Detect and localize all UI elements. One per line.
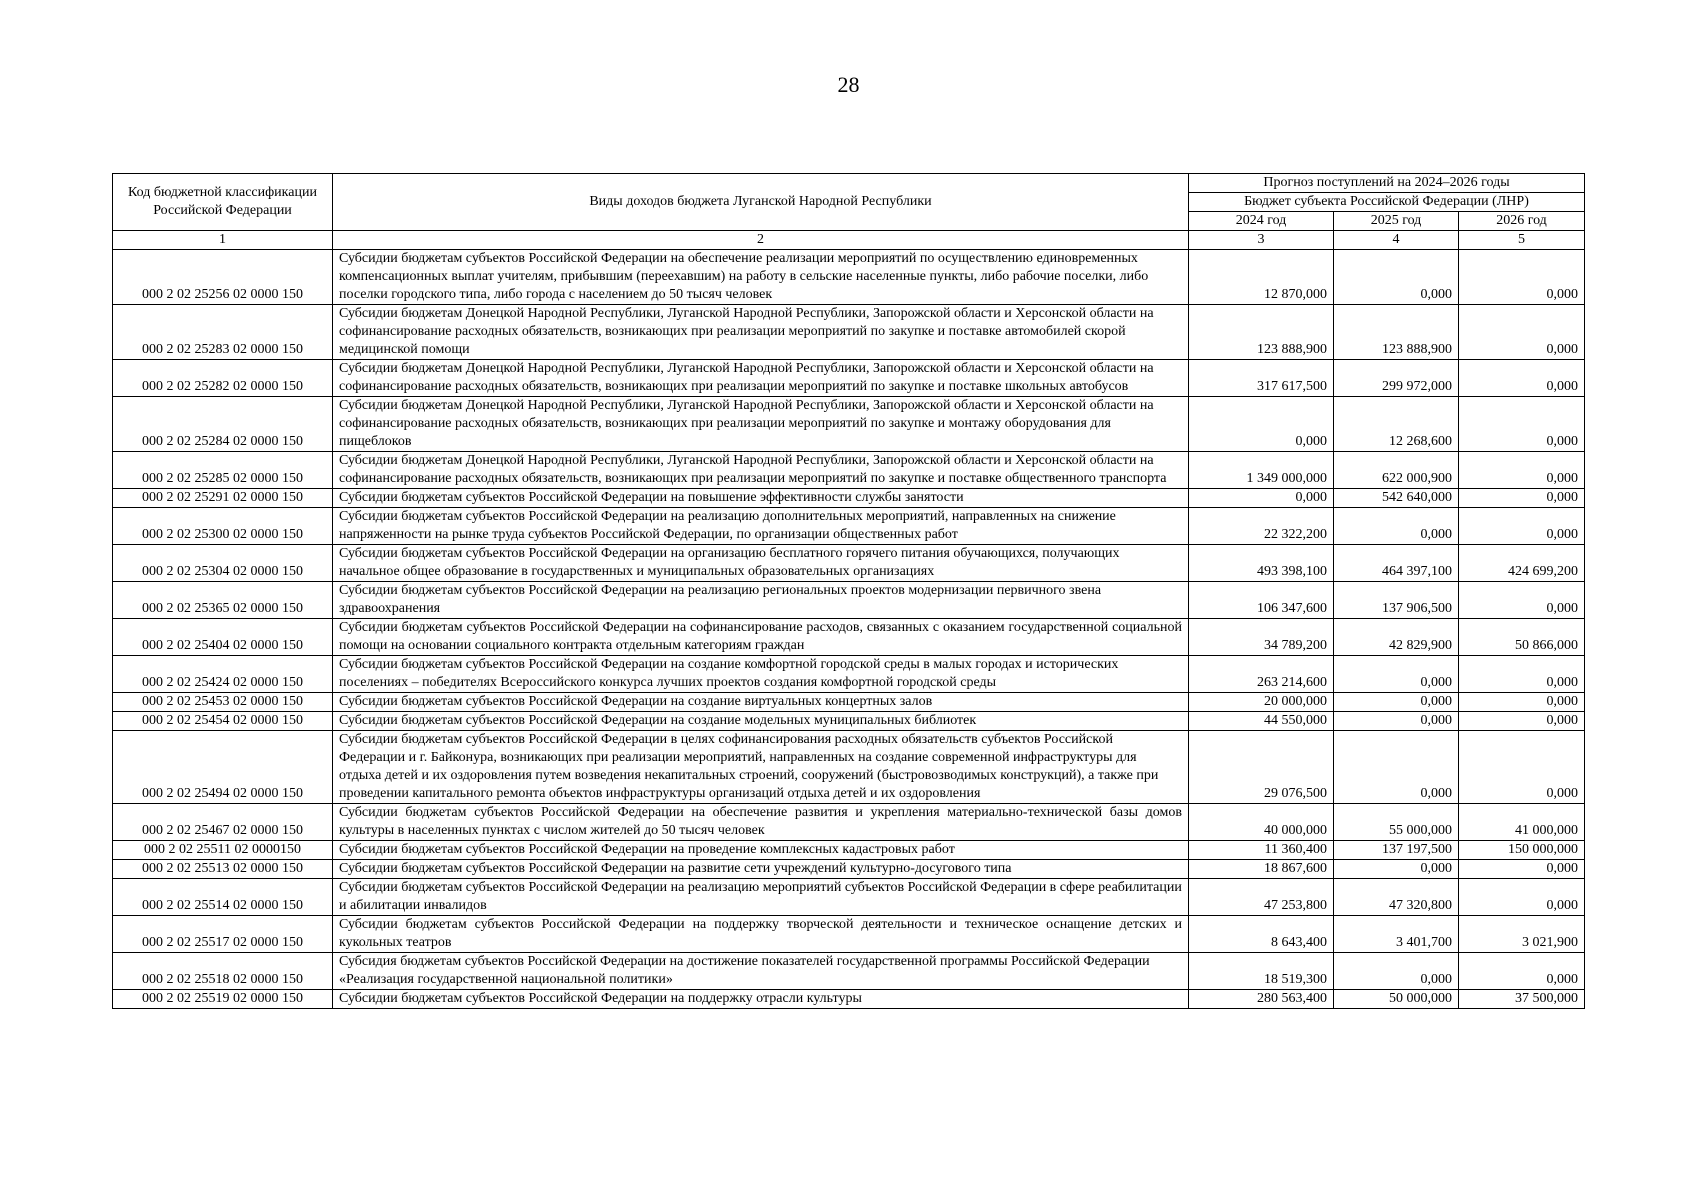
revenue-description-cell: Субсидии бюджетам Донецкой Народной Республики, Луганской Народной Республики, Запорожской области и Херсонской области на софинансирование расходных обязательств, возникающих при реализации мероприятий по закупке и поставке общественного транспорта <box>333 452 1189 489</box>
type-column-header: Виды доходов бюджета Луганской Народной Республики <box>333 174 1189 231</box>
value-2024-cell: 1 349 000,000 <box>1189 452 1334 489</box>
table-row <box>113 731 1585 804</box>
value-2025-cell: 299 972,000 <box>1334 360 1459 397</box>
revenue-description-cell: Субсидии бюджетам субъектов Российской Федерации на повышение эффективности службы занятости <box>333 489 1189 508</box>
value-2026-cell: 0,000 <box>1459 731 1585 804</box>
budget-code-cell: 000 2 02 25283 02 0000 150 <box>113 305 333 360</box>
table-row <box>113 693 1585 712</box>
table-row <box>113 804 1585 841</box>
value-2026-cell: 0,000 <box>1459 305 1585 360</box>
value-2024-cell: 0,000 <box>1189 489 1334 508</box>
revenue-description-cell: Субсидии бюджетам субъектов Российской Федерации на обеспечение реализации мероприятий по осуществлению единовременных компенсационных выплат учителям, прибывшим (переехавшим) на работу в сельские населенные пункты, либо рабочие поселки, либо поселки городского типа, либо города с населением до 50 тысяч человек <box>333 250 1189 305</box>
value-2024-cell: 29 076,500 <box>1189 731 1334 804</box>
revenue-description-cell: Субсидии бюджетам Донецкой Народной Республики, Луганской Народной Республики, Запорожской области и Херсонской области на софинансирование расходных обязательств, возникающих при реализации мероприятий по закупке и поставке автомобилей скорой медицинской помощи <box>333 305 1189 360</box>
table-row <box>113 841 1585 860</box>
table-row <box>113 545 1585 582</box>
table-row <box>113 953 1585 990</box>
table-body <box>113 250 1585 1009</box>
value-2025-cell: 0,000 <box>1334 656 1459 693</box>
budget-code-cell: 000 2 02 25519 02 0000 150 <box>113 990 333 1009</box>
forecast-header: Прогноз поступлений на 2024–2026 годы <box>1189 174 1585 193</box>
value-2024-cell: 20 000,000 <box>1189 693 1334 712</box>
column-number-1: 1 <box>113 231 333 250</box>
value-2026-cell: 37 500,000 <box>1459 990 1585 1009</box>
value-2026-cell: 0,000 <box>1459 953 1585 990</box>
budget-code-cell: 000 2 02 25424 02 0000 150 <box>113 656 333 693</box>
table-row <box>113 250 1585 305</box>
value-2024-cell: 34 789,200 <box>1189 619 1334 656</box>
column-number-4: 4 <box>1334 231 1459 250</box>
budget-code-cell: 000 2 02 25513 02 0000 150 <box>113 860 333 879</box>
value-2026-cell: 50 866,000 <box>1459 619 1585 656</box>
value-2026-cell: 0,000 <box>1459 860 1585 879</box>
value-2026-cell: 0,000 <box>1459 360 1585 397</box>
value-2024-cell: 11 360,400 <box>1189 841 1334 860</box>
revenue-description-cell: Субсидии бюджетам субъектов Российской Федерации на развитие сети учреждений культурно-досугового типа <box>333 860 1189 879</box>
value-2026-cell: 0,000 <box>1459 250 1585 305</box>
budget-code-cell: 000 2 02 25467 02 0000 150 <box>113 804 333 841</box>
value-2025-cell: 55 000,000 <box>1334 804 1459 841</box>
value-2025-cell: 0,000 <box>1334 693 1459 712</box>
value-2025-cell: 464 397,100 <box>1334 545 1459 582</box>
value-2025-cell: 47 320,800 <box>1334 879 1459 916</box>
budget-code-cell: 000 2 02 25291 02 0000 150 <box>113 489 333 508</box>
table-row <box>113 712 1585 731</box>
revenue-description-cell: Субсидии бюджетам субъектов Российской Федерации на реализацию дополнительных мероприятий, направленных на снижение напряженности на рынке труда субъектов Российской Федерации, по организации общественных работ <box>333 508 1189 545</box>
header-row-1 <box>113 174 1585 193</box>
revenue-description-cell: Субсидии бюджетам субъектов Российской Федерации в целях софинансирования расходных обязательств субъектов Российской Федерации и г. Байконура, возникающих при реализации мероприятий, направленных на создание современной инфраструктуры для отдыха детей и их оздоровления путем возведения некапитальных строений, сооружений (быстровозводимых конструкций), а также при проведении капитального ремонта объектов инфраструктуры организаций отдыха детей и их оздоровления <box>333 731 1189 804</box>
budget-code-cell: 000 2 02 25365 02 0000 150 <box>113 582 333 619</box>
value-2026-cell: 150 000,000 <box>1459 841 1585 860</box>
budget-code-cell: 000 2 02 25256 02 0000 150 <box>113 250 333 305</box>
value-2026-cell: 0,000 <box>1459 712 1585 731</box>
table-row <box>113 397 1585 452</box>
value-2025-cell: 0,000 <box>1334 860 1459 879</box>
value-2024-cell: 263 214,600 <box>1189 656 1334 693</box>
value-2025-cell: 3 401,700 <box>1334 916 1459 953</box>
value-2024-cell: 280 563,400 <box>1189 990 1334 1009</box>
budget-code-cell: 000 2 02 25517 02 0000 150 <box>113 916 333 953</box>
revenue-description-cell: Субсидии бюджетам субъектов Российской Федерации на обеспечение развития и укрепления материально-технической базы домов культуры в населенных пунктах с числом жителей до 50 тысяч человек <box>333 804 1189 841</box>
value-2026-cell: 41 000,000 <box>1459 804 1585 841</box>
table-row <box>113 489 1585 508</box>
table-row <box>113 305 1585 360</box>
budget-code-cell: 000 2 02 25304 02 0000 150 <box>113 545 333 582</box>
value-2025-cell: 622 000,900 <box>1334 452 1459 489</box>
value-2024-cell: 44 550,000 <box>1189 712 1334 731</box>
value-2026-cell: 0,000 <box>1459 489 1585 508</box>
revenue-description-cell: Субсидии бюджетам субъектов Российской Федерации на создание виртуальных концертных залов <box>333 693 1189 712</box>
value-2025-cell: 50 000,000 <box>1334 990 1459 1009</box>
revenue-description-cell: Субсидии бюджетам субъектов Российской Федерации на поддержку творческой деятельности и техническое оснащение детских и кукольных театров <box>333 916 1189 953</box>
value-2024-cell: 18 519,300 <box>1189 953 1334 990</box>
table-row <box>113 860 1585 879</box>
value-2024-cell: 0,000 <box>1189 397 1334 452</box>
revenue-description-cell: Субсидии бюджетам субъектов Российской Федерации на софинансирование расходов, связанных с оказанием государственной социальной помощи на основании социального контракта отдельным категориям граждан <box>333 619 1189 656</box>
value-2026-cell: 0,000 <box>1459 656 1585 693</box>
value-2025-cell: 123 888,900 <box>1334 305 1459 360</box>
year-2026-header: 2026 год <box>1459 212 1585 231</box>
table-row <box>113 508 1585 545</box>
budget-code-cell: 000 2 02 25282 02 0000 150 <box>113 360 333 397</box>
year-2024-header: 2024 год <box>1189 212 1334 231</box>
value-2025-cell: 137 906,500 <box>1334 582 1459 619</box>
value-2024-cell: 123 888,900 <box>1189 305 1334 360</box>
value-2026-cell: 424 699,200 <box>1459 545 1585 582</box>
page-number: 28 <box>837 72 860 97</box>
value-2025-cell: 0,000 <box>1334 508 1459 545</box>
value-2026-cell: 3 021,900 <box>1459 916 1585 953</box>
revenue-description-cell: Субсидии бюджетам Донецкой Народной Республики, Луганской Народной Республики, Запорожской области и Херсонской области на софинансирование расходных обязательств, возникающих при реализации мероприятий по закупке и поставке школьных автобусов <box>333 360 1189 397</box>
value-2026-cell: 0,000 <box>1459 397 1585 452</box>
column-number-3: 3 <box>1189 231 1334 250</box>
value-2024-cell: 8 643,400 <box>1189 916 1334 953</box>
value-2025-cell: 12 268,600 <box>1334 397 1459 452</box>
column-number-2: 2 <box>333 231 1189 250</box>
revenue-table <box>112 173 1585 1009</box>
revenue-description-cell: Субсидии бюджетам субъектов Российской Федерации на реализацию мероприятий субъектов Российской Федерации в сфере реабилитации и абилитации инвалидов <box>333 879 1189 916</box>
value-2024-cell: 106 347,600 <box>1189 582 1334 619</box>
year-2025-header: 2025 год <box>1334 212 1459 231</box>
column-number-5: 5 <box>1459 231 1585 250</box>
value-2026-cell: 0,000 <box>1459 582 1585 619</box>
value-2026-cell: 0,000 <box>1459 693 1585 712</box>
value-2024-cell: 40 000,000 <box>1189 804 1334 841</box>
budget-code-cell: 000 2 02 25518 02 0000 150 <box>113 953 333 990</box>
table-row <box>113 990 1585 1009</box>
value-2024-cell: 317 617,500 <box>1189 360 1334 397</box>
value-2025-cell: 0,000 <box>1334 250 1459 305</box>
table-row <box>113 619 1585 656</box>
budget-code-cell: 000 2 02 25514 02 0000 150 <box>113 879 333 916</box>
value-2025-cell: 0,000 <box>1334 712 1459 731</box>
value-2024-cell: 18 867,600 <box>1189 860 1334 879</box>
revenue-description-cell: Субсидии бюджетам субъектов Российской Федерации на создание комфортной городской среды в малых городах и исторических поселениях – победителях Всероссийского конкурса лучших проектов создания комфортной городской среды <box>333 656 1189 693</box>
value-2025-cell: 542 640,000 <box>1334 489 1459 508</box>
table-row <box>113 452 1585 489</box>
value-2024-cell: 22 322,200 <box>1189 508 1334 545</box>
budget-code-cell: 000 2 02 25453 02 0000 150 <box>113 693 333 712</box>
budget-code-cell: 000 2 02 25404 02 0000 150 <box>113 619 333 656</box>
value-2026-cell: 0,000 <box>1459 879 1585 916</box>
budget-code-cell: 000 2 02 25454 02 0000 150 <box>113 712 333 731</box>
revenue-description-cell: Субсидия бюджетам субъектов Российской Федерации на достижение показателей государственной программы Российской Федерации «Реализация государственной национальной политики» <box>333 953 1189 990</box>
value-2025-cell: 0,000 <box>1334 731 1459 804</box>
revenue-description-cell: Субсидии бюджетам субъектов Российской Федерации на организацию бесплатного горячего питания обучающихся, получающих начальное общее образование в государственных и муниципальных образовательных организациях <box>333 545 1189 582</box>
budget-code-cell: 000 2 02 25494 02 0000 150 <box>113 731 333 804</box>
revenue-description-cell: Субсидии бюджетам субъектов Российской Федерации на поддержку отрасли культуры <box>333 990 1189 1009</box>
value-2024-cell: 12 870,000 <box>1189 250 1334 305</box>
budget-code-cell: 000 2 02 25300 02 0000 150 <box>113 508 333 545</box>
value-2025-cell: 42 829,900 <box>1334 619 1459 656</box>
budget-header: Бюджет субъекта Российской Федерации (ЛНР) <box>1189 193 1585 212</box>
revenue-description-cell: Субсидии бюджетам Донецкой Народной Республики, Луганской Народной Республики, Запорожской области и Херсонской области на софинансирование расходных обязательств, возникающих при реализации мероприятий по закупке и монтажу оборудования для пищеблоков <box>333 397 1189 452</box>
table-row <box>113 582 1585 619</box>
table-row <box>113 916 1585 953</box>
value-2024-cell: 493 398,100 <box>1189 545 1334 582</box>
value-2026-cell: 0,000 <box>1459 508 1585 545</box>
code-column-header: Код бюджетной классификации Российской Федерации <box>113 174 333 231</box>
value-2026-cell: 0,000 <box>1459 452 1585 489</box>
revenue-description-cell: Субсидии бюджетам субъектов Российской Федерации на реализацию региональных проектов модернизации первичного звена здравоохранения <box>333 582 1189 619</box>
revenue-description-cell: Субсидии бюджетам субъектов Российской Федерации на проведение комплексных кадастровых работ <box>333 841 1189 860</box>
table-row <box>113 879 1585 916</box>
value-2025-cell: 137 197,500 <box>1334 841 1459 860</box>
value-2024-cell: 47 253,800 <box>1189 879 1334 916</box>
column-number-row <box>113 231 1585 250</box>
budget-code-cell: 000 2 02 25285 02 0000 150 <box>113 452 333 489</box>
budget-code-cell: 000 2 02 25284 02 0000 150 <box>113 397 333 452</box>
budget-code-cell: 000 2 02 25511 02 0000150 <box>113 841 333 860</box>
table-row <box>113 360 1585 397</box>
revenue-description-cell: Субсидии бюджетам субъектов Российской Федерации на создание модельных муниципальных библиотек <box>333 712 1189 731</box>
table-row <box>113 656 1585 693</box>
value-2025-cell: 0,000 <box>1334 953 1459 990</box>
